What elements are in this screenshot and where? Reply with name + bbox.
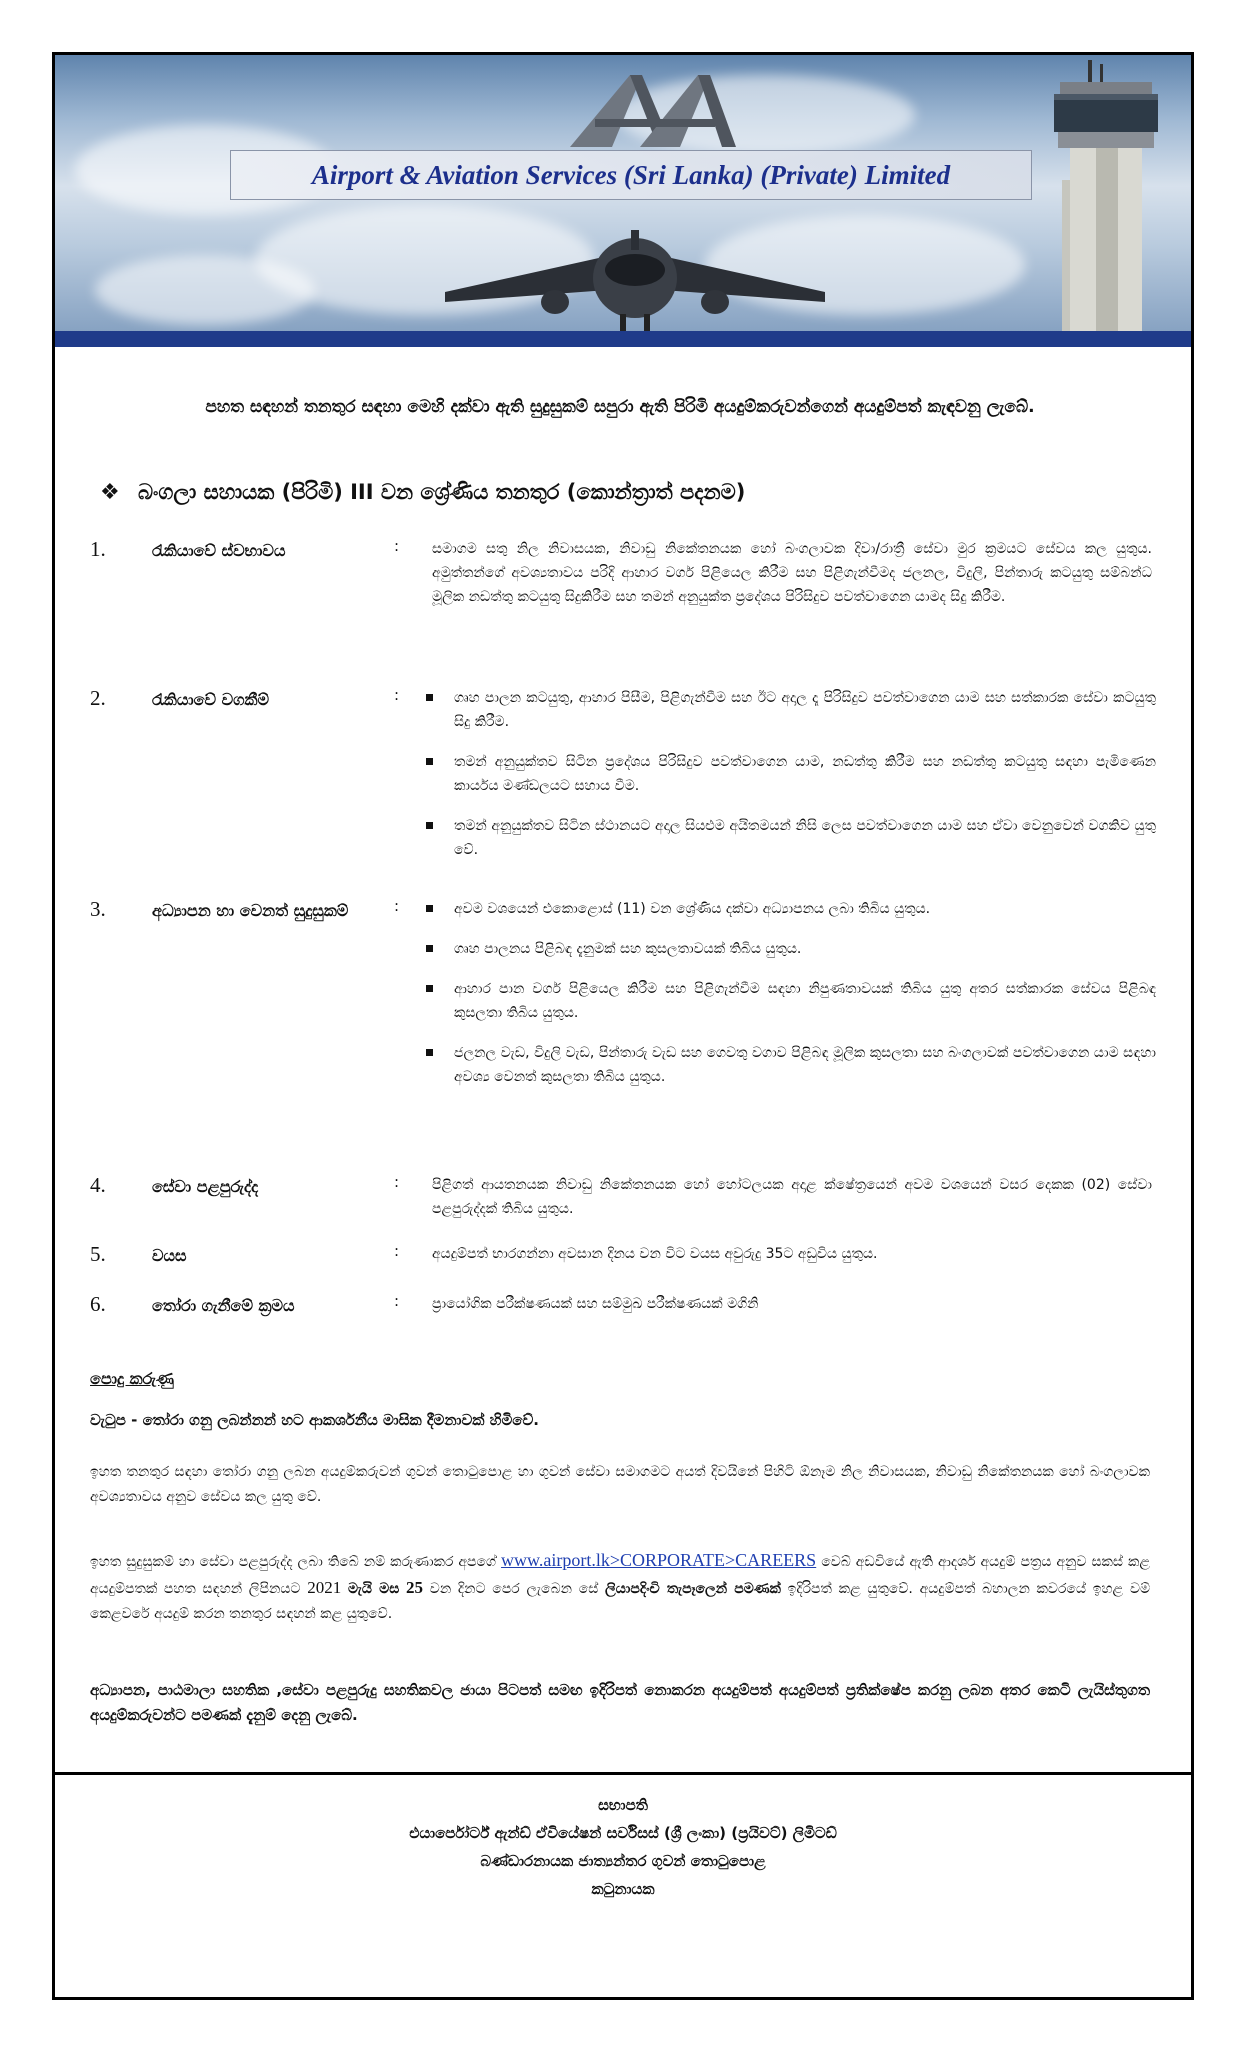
list-item: ගෘහ පාලන කටයුතු, ආහාර පිසීම, පිළිගැන්වීම සහ ඊට අදාල දෑ පිරිසිදුව පවත්වාගෙන යාම සහ සත්කාරක සේවා කටයුතු සිදු කිරීම.: [416, 686, 1156, 734]
intro-text: පහත සඳහන් තනතුර සඳහා මෙහි දක්වා ඇති සුදුසුකම් සපුරා ඇති පිරිමි අයදුම්කරුවන්ගෙන් අයදුම්පත් කැඳවනු ලැබේ.: [205, 397, 1035, 417]
salary-text: වැටුප - තෝරා ගනු ලබන්නන් හට ආකර්ශනීය මාසික දීමනාවක් හිමිවේ.: [90, 1411, 539, 1429]
section-label: වයස: [152, 1246, 187, 1265]
section-number: 2.: [90, 686, 106, 710]
section-text: පිළිගත් ආයතනයක නිවාඩු නිකේතනයක හෝ හෝටලයක අදාළ ක්ෂේත්‍රයෙන් අවම වශයෙන් වසර දෙකක (02) සේවා පළපුරුද්දක් තිබිය යුතුය.: [432, 1177, 1152, 1217]
posting-text: ඉහත තනතුර සඳහා තෝරා ගනු ලබන අයදුම්කරුවන් ගුවන් තොටුපොළ හා ගුවන් සේවා සමාගමට අයත් දිවයිනේ පිහිටි ඕනෑම නිල නිවාසයක, නිවාඩු නිකේතනයක හෝ බංගලාවක අවශ්‍යතාවය අනුව සේවය කල යුතු වේ.: [90, 1464, 1150, 1505]
section-number: 6.: [90, 1292, 106, 1316]
apply-instructions: ඉදිරිපත් කළ යුතුවේ. අයදුම්පත් බහාලන කවරයේ ඉහළ වම් කෙළවරේ අයදුම් කරන තනතුර සඳහන් කළ යුතුවේ.: [90, 1581, 1151, 1622]
list-item: ආහාර පාන වර්ග පිළියෙල කිරීම සහ පිළිගැන්වීම සඳහා නිපුණතාවයක් තිබිය යුතු අතර සත්කාරක සේවය පිළිබඳ කුසලතා තිබිය යුතුය.: [416, 977, 1156, 1025]
responsibilities-list: [416, 686, 1156, 878]
section-label: රැකියාවේ ස්වභාවය: [152, 541, 286, 560]
list-item: තමන් අනුයුක්තව සිටින ප්‍රදේශය පිරිසිදුව පවත්වාගෙන යාම, නඩත්තු කිරීම සහ නඩත්තු කටයුතු සඳහා පැමිණෙන කාර්යය මණ්ඩලයට සහාය වීම.: [416, 750, 1156, 798]
header-banner: [55, 55, 1191, 347]
section-label: තෝරා ගැනීමේ ක්‍රමය: [152, 1296, 295, 1315]
list-item: ගෘහ පාලනය පිළිබඳ දැනුමක් සහ කුසලතාවයක් තිබිය යුතුය.: [416, 937, 1156, 961]
rejection-notice: අධ්‍යාපන, පාඨමාලා සහතික ,සේවා පළපුරුදු සහතිකවල ජායා පිටපත් සමඟ ඉදිරිපත් නොකරන අයදුම්පත් අයදුම්පත් ප්‍රතික්ෂේප කරනු ලබන අතර කෙටි ලැයිස්තුගත අයදුම්කරුවන්ට පමණක් දැනුම් දෙනු ලැබේ.: [90, 1681, 1150, 1724]
deadline-day: 25: [406, 1578, 424, 1597]
registered-post-text: ලියාපදිංචි තැපෑලෙන් පමණක්: [605, 1581, 781, 1597]
footer-city: කටුනායක: [591, 1880, 655, 1898]
control-tower-image: [1040, 60, 1170, 340]
application-text: [90, 1548, 1150, 1627]
footer-chairman: සභාපති: [598, 1796, 648, 1814]
deadline-month: මැයි මස: [347, 1581, 400, 1597]
list-item: තමන් අනුයුක්තව සිටින ස්ථානයට අදාල සියළුම අයිතමයන් නිසි ලෙස පවත්වාගෙන යාම සහ ඒවා වෙනුවෙන් වගකිව යුතු වේ.: [416, 814, 1156, 862]
qualifications-list: [416, 897, 1156, 1105]
banner-stripe: [55, 331, 1191, 347]
section-label: සේවා පළපුරුද්ද: [152, 1177, 259, 1196]
section-number: 1.: [90, 537, 106, 561]
diamond-bullet-icon: ❖: [100, 480, 120, 505]
colon-separator: :: [394, 1292, 400, 1310]
company-title-box: [230, 150, 1032, 200]
section-text: ප්‍රායෝගික පරීක්ෂණයක් සහ සම්මුඛ පරීක්ෂණයක් මගිනි: [432, 1296, 759, 1312]
section-number: 5.: [90, 1242, 106, 1266]
list-item: ජලනල වැඩ, විදුලි වැඩ, පින්තාරු වැඩ සහ ගෙවතු වගාව පිළිබඳ මූලික කුසලතා සහ බංගලාවක් පවත්වාගෙන යාම සඳහා අවශ්‍ය වෙනත් කුසලතා තිබිය යුතුය.: [416, 1041, 1156, 1089]
company-logo: [560, 67, 740, 153]
colon-separator: :: [394, 1242, 400, 1260]
airplane-image: [425, 230, 845, 340]
section-number: 4.: [90, 1173, 106, 1197]
footer-company: එයාර්පෝර්ට් ඇන්ඩ් ඒවියේෂන් සර්විසස් (ශ්‍රී ලංකා) (ප්‍රයිවට්) ලිමිටඩ්: [409, 1824, 837, 1842]
deadline-year: 2021: [307, 1578, 342, 1597]
colon-separator: :: [394, 537, 400, 555]
colon-separator: :: [394, 686, 400, 704]
apply-website: වෙබ් අඩවියේ ඇති ආදර්ශ අයදුම් පත්‍රය අනුව සකස් කළ අයදුම්පතක් පහත සඳහන් ලිපිනයට: [90, 1554, 1151, 1597]
apply-before: වන දිනට පෙර ලැබෙන සේ: [429, 1581, 599, 1597]
section-label: අධ්‍යාපන හා වෙනත් සුදුසුකම්: [152, 901, 349, 920]
footer-airport: බණ්ඩාරනායක ජාත්‍යන්තර ගුවන් තොටුපොළ: [480, 1852, 766, 1870]
position-title: බංගලා සහායක (පිරිමි) III වන ශ්‍රේණිය තනතුර (කොන්ත්‍රාත් පදනම): [138, 480, 746, 504]
section-text: අයදුම්පත් භාරගන්නා අවසාන දිනය වන විට වයස අවුරුදු 35ට අඩුවිය යුතුය.: [432, 1246, 878, 1262]
company-name: Airport & Aviation Services (Sri Lanka) (Private) Limited: [311, 159, 951, 190]
position-heading: [100, 480, 745, 505]
footer-address: [55, 1791, 1191, 1903]
section-number: 3.: [90, 897, 106, 921]
general-title: පොදු කරුණු: [90, 1369, 175, 1388]
colon-separator: :: [394, 897, 400, 915]
footer-divider: [55, 1772, 1191, 1775]
careers-link[interactable]: www.airport.lk>CORPORATE>CAREERS: [501, 1550, 817, 1570]
section-text: සමාගම සතු නිල නිවාසයක, නිවාඩු නිකේතනයක හෝ බංගලාවක දිවා/රාත්‍රී සේවා මුර ක්‍රමයට සේවය කල යුතුය. අමුත්තන්ගේ අවශ්‍යතාවය පරිදි ආහාර වර්ග පිළියෙල කිරීම සහ පිළිගැන්වීමද ජලනල, විදුලි, පින්තාරු කටයුතු සම්බන්ධ මූලික නඩත්තු කටයුතු සිදුකිරීම සහ තමන් අනුයුක්ත ප්‍රදේශය පිරිසිදුව පවත්වාගෙන යාමද සිදු කිරීම.: [432, 541, 1152, 605]
colon-separator: :: [394, 1173, 400, 1191]
list-item: අවම වශයෙන් එකොළොස් (11) වන ශ්‍රේණිය දක්වා අධ්‍යාපනය ලබා තිබිය යුතුය.: [416, 897, 1156, 921]
section-label: රැකියාවේ වගකීම්: [152, 690, 270, 709]
apply-intro: ඉහත සුදුසුකම් හා සේවා පළපුරුද්ද ලබා තිබේ නම් කරුණාකර අපගේ: [90, 1554, 497, 1570]
